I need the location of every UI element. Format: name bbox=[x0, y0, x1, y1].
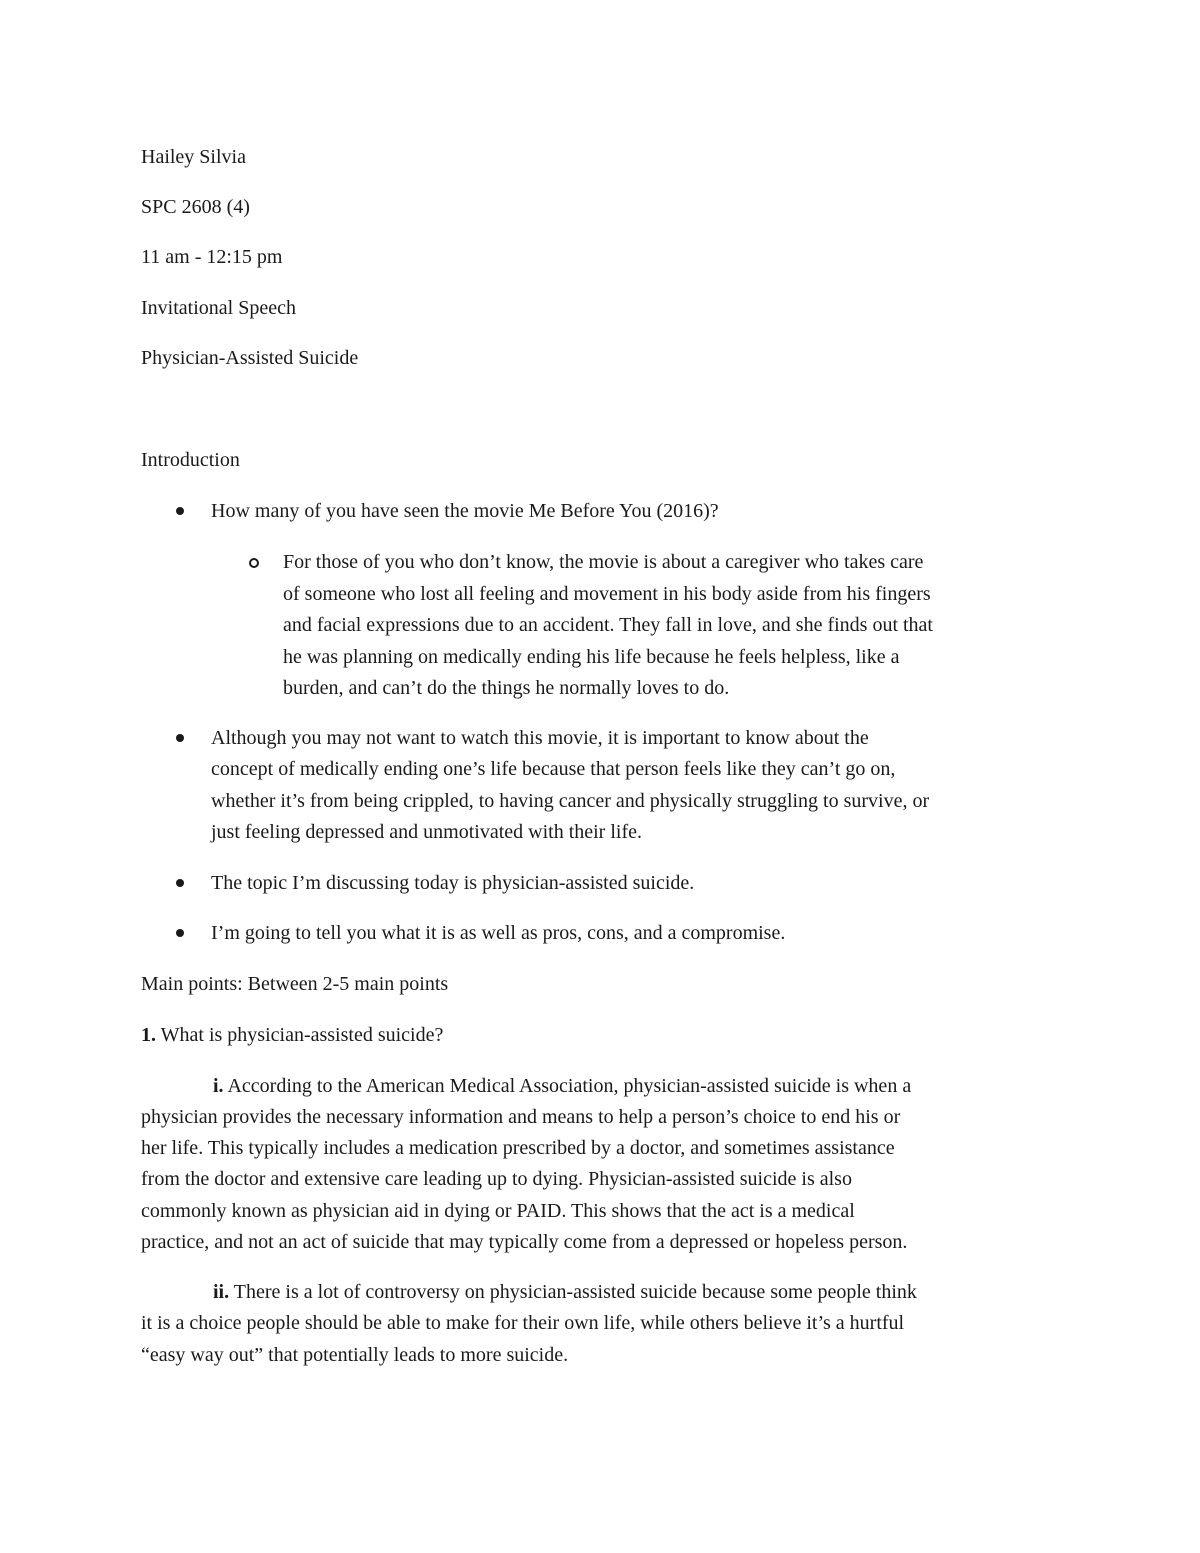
intro-bullet-1: How many of you have seen the movie Me Before You (2016)? bbox=[211, 500, 719, 522]
intro-bullet-2-line-1: Although you may not want to watch this movie, it is important to know about the bbox=[211, 727, 869, 749]
course-code: SPC 2608 (4) bbox=[141, 196, 250, 218]
intro-subbullet-line-5: burden, and can’t do the things he normally loves to do. bbox=[283, 677, 730, 699]
sub-point-i-first-line bbox=[213, 1074, 911, 1098]
sub-point-i-first-text: According to the American Medical Association, physician-assisted suicide is when a bbox=[227, 1075, 912, 1097]
sub-point-ii-marker: ii. bbox=[213, 1281, 230, 1303]
sub-point-i-line-5: commonly known as physician aid in dying or PAID. This shows that the act is a medical bbox=[141, 1200, 855, 1222]
sub-point-i-marker: i. bbox=[213, 1075, 224, 1097]
class-time: 11 am - 12:15 pm bbox=[141, 246, 283, 268]
introduction-heading: Introduction bbox=[141, 449, 240, 471]
sub-point-ii-line-2: it is a choice people should be able to make for their own life, while others believe it’s a hurtful bbox=[141, 1312, 905, 1334]
main-point-1 bbox=[141, 1023, 443, 1047]
intro-subbullet-line-4: he was planning on medically ending his life because he feels helpless, like a bbox=[283, 646, 900, 668]
speech-topic: Physician-Assisted Suicide bbox=[141, 347, 359, 369]
intro-bullet-4: I’m going to tell you what it is as well as pros, cons, and a compromise. bbox=[211, 922, 786, 944]
intro-bullet-3: The topic I’m discussing today is physician-assisted suicide. bbox=[211, 872, 695, 894]
sub-point-i-line-2: physician provides the necessary information and means to help a person’s choice to end his or bbox=[141, 1106, 901, 1128]
hollow-bullet-icon bbox=[249, 558, 259, 568]
intro-bullet-2-line-3: whether it’s from being crippled, to having cancer and physically struggling to survive, or bbox=[211, 790, 930, 812]
sub-point-ii-first-line bbox=[213, 1280, 917, 1304]
bullet-icon bbox=[176, 734, 184, 742]
sub-point-i-line-6: practice, and not an act of suicide that may typically come from a depressed or hopeless person. bbox=[141, 1231, 908, 1253]
sub-point-ii-line-3: “easy way out” that potentially leads to more suicide. bbox=[141, 1344, 569, 1366]
assignment-type: Invitational Speech bbox=[141, 297, 296, 319]
sub-point-i-line-3: her life. This typically includes a medication prescribed by a doctor, and sometimes assistance bbox=[141, 1137, 895, 1159]
main-point-1-title: What is physician-assisted suicide? bbox=[160, 1024, 444, 1046]
intro-subbullet-line-1: For those of you who don’t know, the movie is about a caregiver who takes care bbox=[283, 551, 924, 573]
intro-bullet-2-line-2: concept of medically ending one’s life because that person feels like they can’t go on, bbox=[211, 758, 896, 780]
bullet-icon bbox=[176, 929, 184, 937]
bullet-icon bbox=[176, 879, 184, 887]
sub-point-ii-first-text: There is a lot of controversy on physician-assisted suicide because some people think bbox=[233, 1281, 917, 1303]
intro-subbullet-line-3: and facial expressions due to an accident. They fall in love, and she finds out that bbox=[283, 614, 933, 636]
author-name: Hailey Silvia bbox=[141, 146, 246, 168]
main-point-1-number: 1. bbox=[141, 1024, 156, 1046]
sub-point-i-line-4: from the doctor and extensive care leading up to dying. Physician-assisted suicide is also bbox=[141, 1168, 852, 1190]
intro-bullet-2-line-4: just feeling depressed and unmotivated with their life. bbox=[211, 821, 642, 843]
intro-subbullet-line-2: of someone who lost all feeling and movement in his body aside from his fingers bbox=[283, 583, 931, 605]
main-points-label: Main points: Between 2-5 main points bbox=[141, 973, 449, 995]
bullet-icon bbox=[176, 507, 184, 515]
